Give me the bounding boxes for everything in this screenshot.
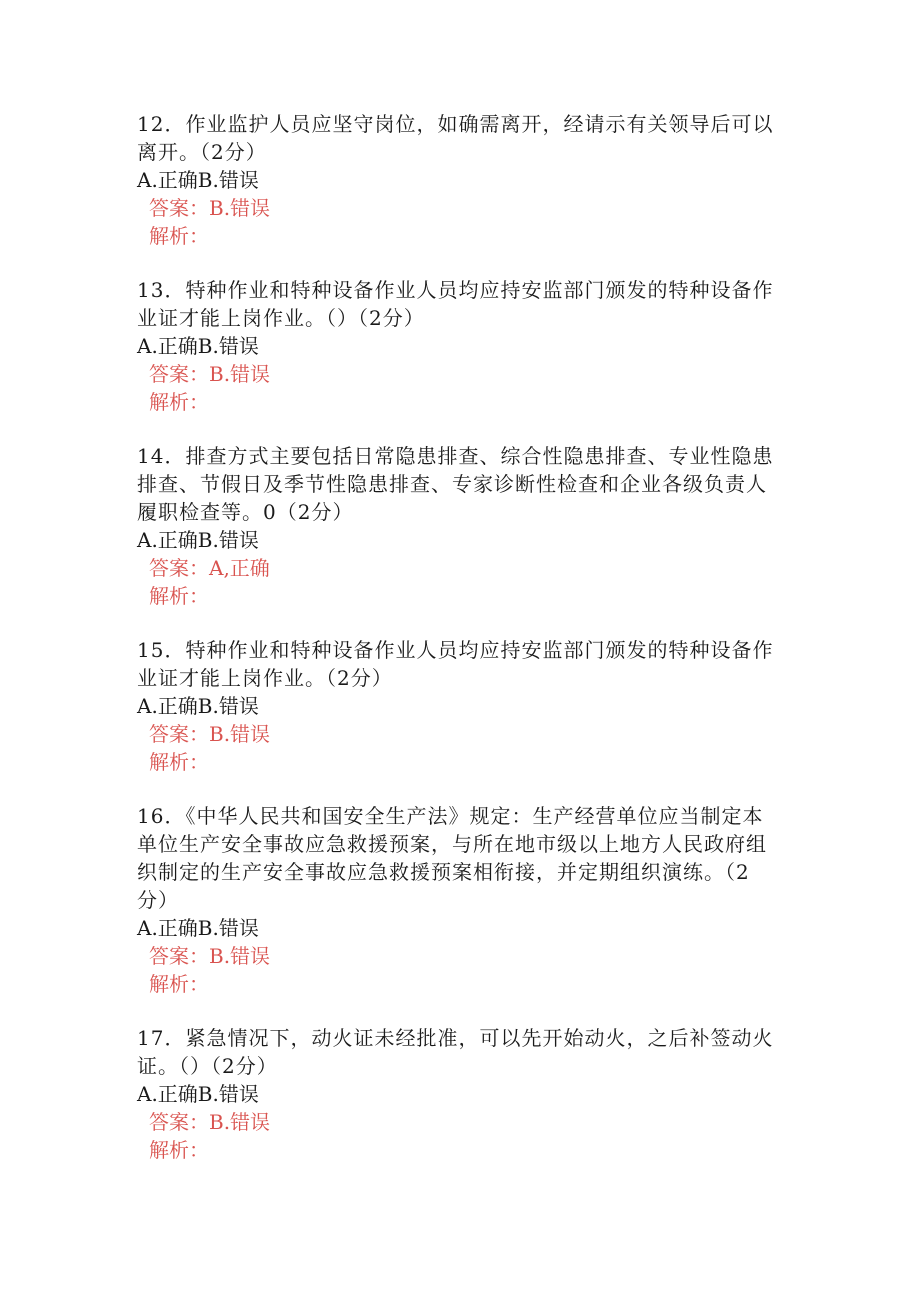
question-analysis: 解析： — [149, 972, 209, 996]
question-text: 15．特种作业和特种设备作业人员均应持安监部门颁发的特种设备作业证才能上岗作业。（2分） — [137, 638, 774, 690]
question-options: A.正确B.错误 — [137, 334, 259, 358]
question-analysis: 解析： — [149, 224, 209, 248]
question-analysis: 解析： — [149, 750, 209, 774]
question-options: A.正确B.错误 — [137, 694, 259, 718]
question-analysis: 解析： — [149, 390, 209, 414]
question-text: 17．紧急情况下，动火证未经批准，可以先开始动火，之后补签动火证。（）（2分） — [137, 1026, 774, 1078]
question-item — [137, 442, 777, 610]
question-options: A.正确B.错误 — [137, 916, 259, 940]
question-item — [137, 276, 777, 416]
question-item — [137, 636, 777, 776]
question-item — [137, 110, 777, 250]
question-answer: 答案：B.错误 — [149, 362, 271, 386]
question-text: 13．特种作业和特种设备作业人员均应持安监部门颁发的特种设备作业证才能上岗作业。（）（2分） — [137, 278, 774, 330]
question-answer: 答案：B.错误 — [149, 196, 271, 220]
question-options: A.正确B.错误 — [137, 168, 259, 192]
question-item — [137, 802, 777, 998]
question-options: A.正确B.错误 — [137, 528, 259, 552]
question-text: 16．《中华人民共和国安全生产法》规定：生产经营单位应当制定本单位生产安全事故应急救援预案，与所在地市级以上地方人民政府组织制定的生产安全事故应急救援预案相衔接，并定期组织演练。（2分） — [137, 804, 767, 912]
question-answer: 答案：B.错误 — [149, 722, 271, 746]
question-text: 12．作业监护人员应坚守岗位，如确需离开，经请示有关领导后可以离开。（2分） — [137, 112, 774, 164]
question-options: A.正确B.错误 — [137, 1082, 259, 1106]
question-answer: 答案：B.错误 — [149, 1110, 271, 1134]
question-text: 14．排查方式主要包括日常隐患排查、综合性隐患排查、专业性隐患排查、节假日及季节性隐患排查、专家诊断性检查和企业各级负责人履职检查等。0（2分） — [137, 444, 774, 524]
document-page — [137, 110, 777, 1190]
question-item — [137, 1024, 777, 1164]
question-analysis: 解析： — [149, 584, 209, 608]
question-answer: 答案：A,正确 — [149, 556, 270, 580]
question-answer: 答案：B.错误 — [149, 944, 271, 968]
question-analysis: 解析： — [149, 1138, 209, 1162]
